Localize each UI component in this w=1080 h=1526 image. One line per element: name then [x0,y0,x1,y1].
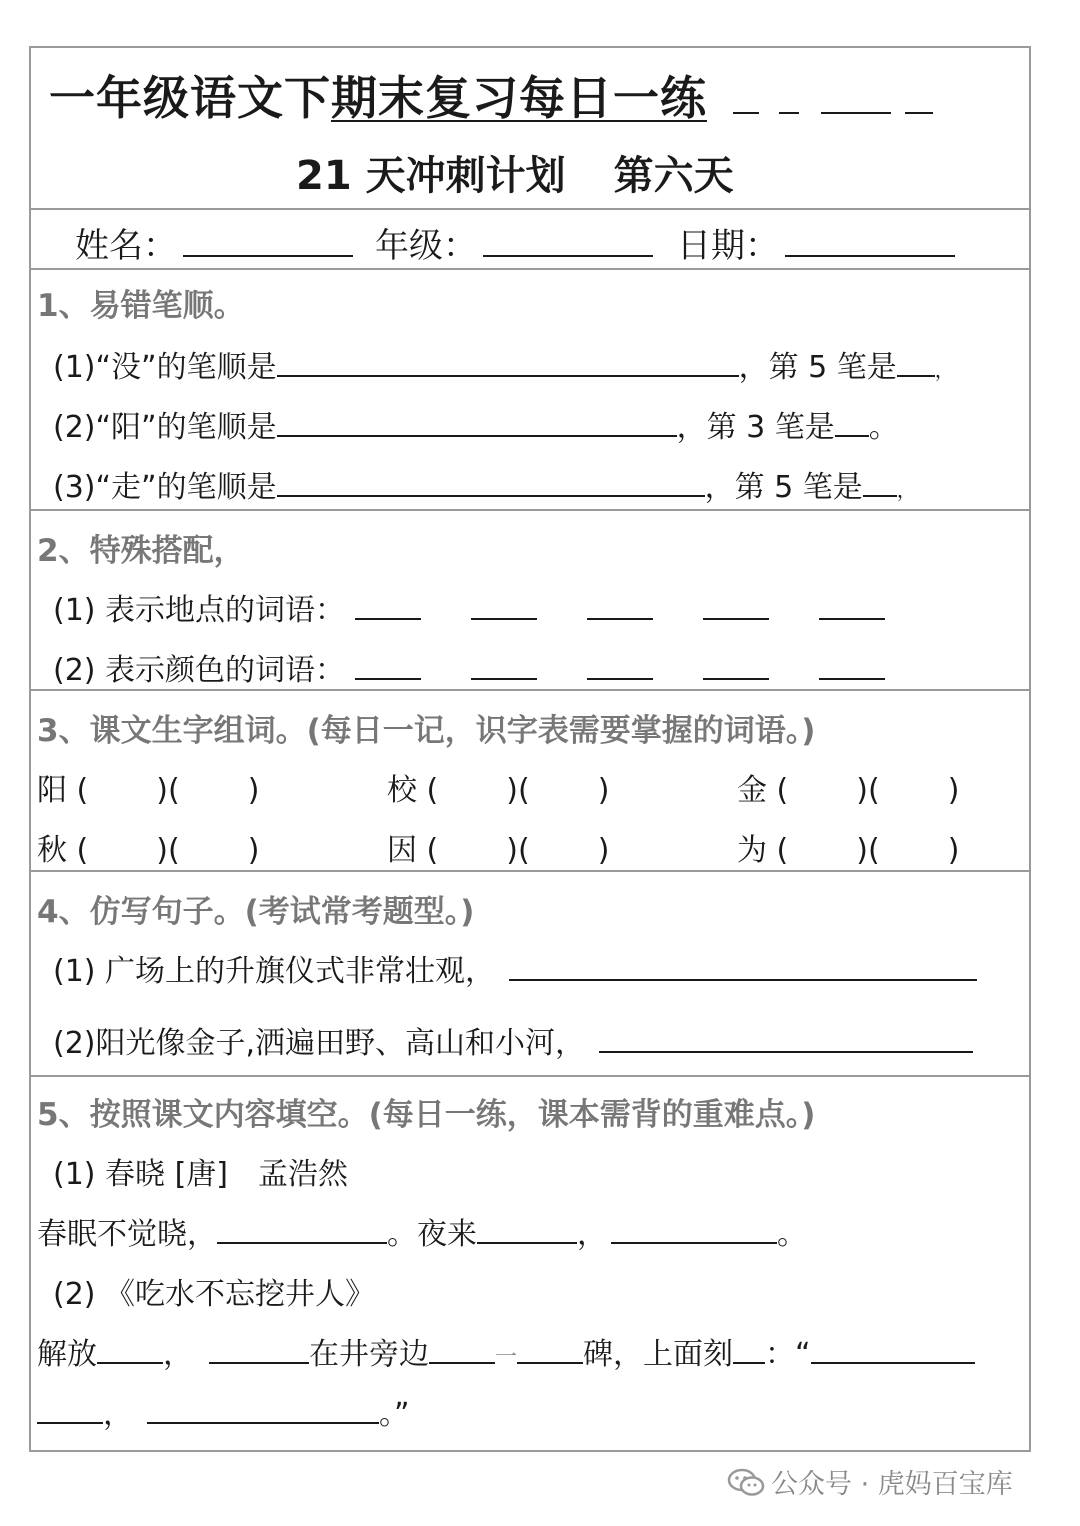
char-cell: 为 ( )( ) [737,833,960,868]
date-field[interactable] [785,224,955,257]
stroke-answer-blank[interactable] [835,408,869,437]
header-section [31,48,1029,210]
story-text: 碑，上面刻 [583,1337,734,1372]
char: 因 [387,833,417,868]
story-blank[interactable] [517,1335,583,1364]
q2-heading: 2、特殊搭配， [37,533,245,569]
title-dash-4 [905,71,933,114]
stroke-order-blank[interactable] [277,408,677,437]
q3-row-2 [37,825,959,869]
story-text: ：“ [765,1337,811,1372]
q1-tail: ，第 [676,410,737,445]
poem-num: (1) [53,1157,96,1192]
subtitle-day: 第六天 [613,153,734,199]
q1-item-text: “没”的笔顺是 [95,350,277,385]
word-blank[interactable] [587,651,653,680]
title-dash-2 [779,71,799,114]
q4-heading: 4、仿写句子。(考试常考题型。) [37,894,475,930]
stroke-order-blank[interactable] [277,348,739,377]
q1-end: ， [934,358,955,382]
q1-item-num: (2) [53,410,96,445]
char-cell: 秋 ( )( ) [37,833,260,868]
q4-item-num: (1) [53,954,96,989]
q2-item-num: (1) [53,593,96,628]
q1-end: 。 [868,410,899,445]
q1-item-num: (3) [53,470,96,505]
stroke-answer-blank[interactable] [863,468,897,497]
q1-section [31,270,1029,511]
footer-watermark [727,1462,1013,1504]
title-dash-3 [821,71,891,114]
char: 金 [737,773,767,808]
q2-item-1 [53,585,885,629]
q3-row-1 [37,765,959,809]
q1-tail-b: 笔是 [802,470,863,505]
char: 阳 [37,773,67,808]
imitate-sentence-blank[interactable] [509,952,977,981]
poem-line-text: 春眠不觉晓， [37,1217,217,1252]
q4-section [31,872,1029,1077]
story-text: 在井旁边 [309,1337,429,1372]
char: 为 [737,833,767,868]
subtitle-number: 21 [296,153,352,199]
story-blank[interactable] [97,1335,163,1364]
footer-text: 公众号 · 虎妈百宝库 [771,1469,1013,1500]
word-blank[interactable] [819,651,885,680]
story-title-row [53,1269,375,1313]
name-field[interactable] [183,224,353,257]
poem-punct: 。 [777,1217,807,1252]
word-blank[interactable] [703,651,769,680]
word-blank[interactable] [471,651,537,680]
char: 校 [387,773,417,808]
q4-item-num: (2) [53,1026,96,1061]
q1-heading: 1、易错笔顺。 [37,288,245,324]
poem-blank[interactable] [217,1215,387,1244]
story-text: 解放 [37,1337,97,1372]
story-line-2 [37,1389,410,1433]
char-cell: 校 ( )( ) [387,773,610,808]
poem-dynasty: [唐] [174,1157,229,1192]
story-blank[interactable] [811,1335,975,1364]
stroke-order-blank[interactable] [277,468,705,497]
title-underlined: 期末复习每日一练 [331,71,707,125]
q1-tail: ，第 [738,350,799,385]
poem-title-row [53,1149,348,1193]
subtitle-plan: 天冲刺计划 [365,153,566,199]
q2-item-text: 表示颜色的词语： [105,653,346,688]
q3-section [31,691,1029,872]
story-punct: ， [163,1337,193,1372]
story-punct: 。” [379,1397,410,1432]
q1-tail: ，第 [704,470,765,505]
story-line-1 [37,1329,975,1373]
q4-item-text: 广场上的升旗仪式非常壮观， [105,954,496,989]
q1-tail-b: 笔是 [774,410,835,445]
q2-section [31,511,1029,691]
title-dash-1 [733,71,759,114]
char: 秋 [37,833,67,868]
char-cell: 金 ( )( ) [737,773,960,808]
poem-title: 春晓 [105,1157,166,1192]
stroke-number: 5 [808,350,828,385]
poem-blank[interactable] [611,1215,777,1244]
q5-section [31,1077,1029,1450]
q2-item-text: 表示地点的词语： [105,593,346,628]
q2-item-2 [53,645,885,689]
q4-item-2 [53,1018,973,1062]
q1-item-num: (1) [53,350,96,385]
q1-tail-b: 笔是 [836,350,897,385]
story-blank[interactable] [37,1395,103,1424]
info-row [75,218,955,267]
story-blank[interactable] [147,1395,379,1424]
imitate-sentence-blank[interactable] [599,1024,973,1053]
q4-item-1 [53,946,977,990]
q1-item-text: “阳”的笔顺是 [95,410,277,445]
story-text: 一 [495,1345,518,1370]
date-label: 日期： [677,226,779,266]
word-blank[interactable] [355,651,421,680]
q1-item-1 [53,342,955,386]
word-blank[interactable] [703,591,769,620]
q2-item-num: (2) [53,653,96,688]
grade-field[interactable] [483,224,653,257]
grade-label: 年级： [375,226,477,266]
q1-item-2 [53,402,899,446]
stroke-number: 3 [746,410,766,445]
poem-line-text: 。夜来 [387,1217,477,1252]
word-blank[interactable] [355,591,421,620]
word-blank[interactable] [587,591,653,620]
worksheet [29,46,1031,1452]
info-section [31,210,1029,270]
story-punct: ， [103,1397,133,1432]
word-blank[interactable] [819,591,885,620]
story-blank[interactable] [429,1335,495,1364]
wechat-icon [727,1467,765,1504]
story-num: (2) [53,1277,96,1312]
name-label: 姓名： [75,226,177,266]
poem-line [37,1209,807,1253]
poem-punct: ， [577,1217,607,1252]
story-title: 《吃水不忘挖井人》 [105,1277,376,1312]
q1-item-3 [53,462,917,506]
poem-author: 孟浩然 [258,1157,349,1192]
stroke-answer-blank[interactable] [897,348,935,377]
story-blank[interactable] [209,1335,309,1364]
char-cell: 阳 ( )( ) [37,773,260,808]
story-blank[interactable] [733,1335,765,1364]
char-cell: 因 ( )( ) [387,833,610,868]
q1-end: ， [896,478,917,502]
q4-item-text: 阳光像金子,洒遍田野、高山和小河， [95,1026,586,1061]
q1-item-text: “走”的笔顺是 [95,470,277,505]
q5-heading: 5、按照课文内容填空。(每日一练，课本需背的重难点。) [37,1097,816,1133]
page-subtitle [296,144,734,201]
word-blank[interactable] [471,591,537,620]
stroke-number: 5 [774,470,794,505]
page-title [49,62,933,128]
poem-blank[interactable] [477,1215,577,1244]
q3-heading: 3、课文生字组词。(每日一记，识字表需要掌握的词语。) [37,713,816,749]
title-plain: 一年级语文下 [49,71,331,125]
